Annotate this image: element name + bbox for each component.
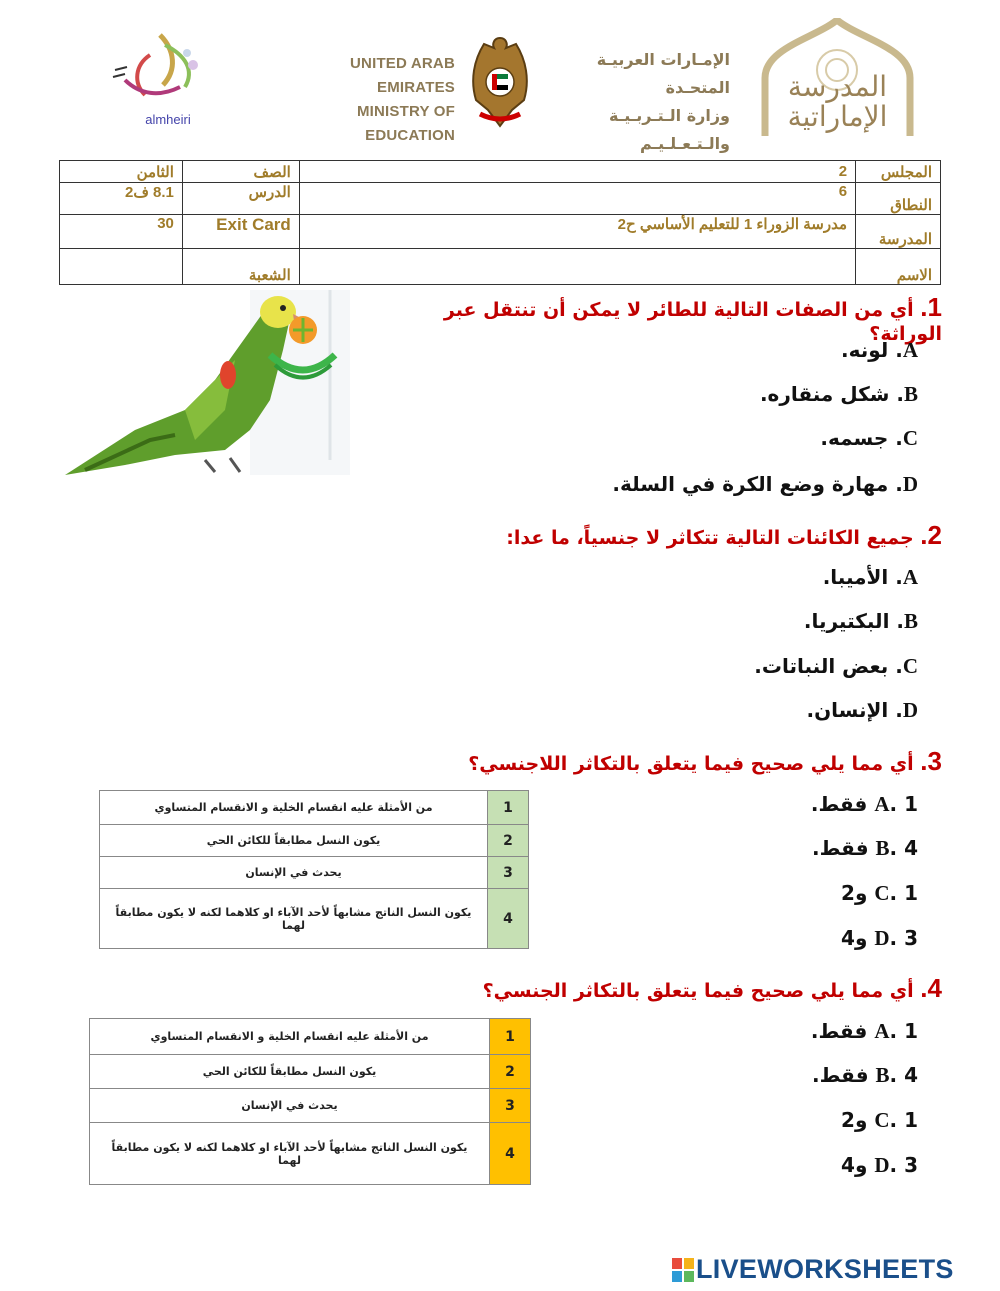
q4-option-c[interactable]: C. 1 و2	[841, 1108, 918, 1132]
statement-text: يكون النسل الناتج مشابهاً لأحد الآباء او كلاهما لكنه لا يكون مطابقاً لهما	[90, 1123, 490, 1185]
option-letter: D	[874, 1153, 890, 1177]
school-value: مدرسة الزوراء 1 للتعليم الأساسي ح2	[299, 215, 855, 249]
option-letter: C	[902, 426, 918, 450]
option-text: 1 و2	[841, 881, 918, 905]
option-text: 1 فقط.	[810, 792, 918, 816]
statement-number: 2	[488, 825, 529, 857]
option-text: الإنسان.	[806, 698, 889, 722]
almheiri-caption: almheiri	[145, 112, 191, 127]
option-letter: C	[902, 654, 918, 678]
question-3-text: أي مما يلي صحيح فيما يتعلق بالتكاثر اللاجنسي؟	[468, 753, 914, 775]
section-field[interactable]	[60, 249, 183, 285]
scope-value: 6	[299, 183, 855, 215]
name-field[interactable]	[299, 249, 855, 285]
statement-text: من الأمثلة عليه انقسام الخلية و الانقسام المتساوي	[90, 1019, 490, 1055]
question-3-number: 3.	[920, 746, 942, 776]
q2-option-a[interactable]: A. الأميبا.	[822, 565, 918, 589]
q4-option-b[interactable]: B. 4 فقط.	[812, 1063, 918, 1087]
option-letter: B	[903, 609, 918, 633]
option-letter: B	[875, 836, 890, 860]
statement-text: يكون النسل الناتج مشابهاً لأحد الآباء او كلاهما لكنه لا يكون مطابقاً لهما	[100, 889, 488, 949]
option-text: الأميبا.	[822, 565, 889, 589]
info-row-council	[60, 161, 941, 183]
statement-text: يحدث في الإنسان	[100, 857, 488, 889]
option-letter: D	[902, 472, 918, 496]
question-2	[382, 520, 942, 551]
option-text: جسمه.	[820, 426, 889, 450]
student-info-table	[59, 160, 941, 285]
council-value: 2	[299, 161, 855, 183]
question-2-number: 2.	[920, 520, 942, 550]
statement-number: 4	[488, 889, 529, 949]
ministry-name-ar	[540, 46, 730, 158]
option-letter: A	[902, 338, 918, 362]
statement-number: 3	[488, 857, 529, 889]
question-4	[382, 973, 942, 1004]
question-3	[382, 746, 942, 777]
liveworksheets-brand: LIVEWORKSHEETS	[696, 1254, 954, 1284]
question-2-text: جميع الكائنات التالية تتكاثر لا جنسياً، ما عدا:	[506, 527, 914, 549]
statement-number: 4	[490, 1123, 531, 1185]
statement-text: من الأمثلة عليه انقسام الخلية و الانقسام المتساوي	[100, 791, 488, 825]
q1-option-d[interactable]: D. مهارة وضع الكرة في السلة.	[612, 472, 918, 496]
table-row	[100, 791, 529, 825]
grade-label: الصف	[182, 161, 299, 183]
option-text: 4 فقط.	[812, 1063, 918, 1087]
statement-number: 1	[488, 791, 529, 825]
option-text: بعض النباتات.	[754, 654, 889, 678]
q1-option-c[interactable]: C. جسمه.	[820, 426, 918, 450]
option-text: البكتيريا.	[803, 609, 890, 633]
emirati-school-logo	[755, 18, 920, 136]
ministry-ar-line2: وزارة الـتـربـيـة والـتـعـلـيـم	[609, 106, 730, 153]
q3-option-b[interactable]: B. 4 فقط.	[812, 836, 918, 860]
table-row	[90, 1019, 531, 1055]
q3-statements-table	[99, 790, 529, 949]
exit-card-value: 30	[60, 215, 183, 249]
grade-value: الثامن	[60, 161, 183, 183]
lesson-label: الدرس	[182, 183, 299, 215]
school-logo-line2: الإماراتية	[787, 100, 888, 133]
table-row	[100, 825, 529, 857]
table-row	[100, 857, 529, 889]
q3-option-d[interactable]: D. 3 و4	[841, 926, 918, 950]
option-text: مهارة وضع الكرة في السلة.	[612, 472, 889, 496]
q3-option-c[interactable]: C. 1 و2	[841, 881, 918, 905]
option-text: 4 فقط.	[812, 836, 918, 860]
q2-option-c[interactable]: C. بعض النباتات.	[754, 654, 918, 678]
option-text: 1 و2	[841, 1108, 918, 1132]
section-label: الشعبة	[182, 249, 299, 285]
school-logo-line1: المدرسة	[787, 70, 888, 103]
option-text: 3 و4	[841, 926, 918, 950]
table-row	[100, 889, 529, 949]
table-row	[90, 1089, 531, 1123]
almheiri-logo	[105, 25, 215, 115]
q3-option-a[interactable]: A. 1 فقط.	[810, 792, 918, 816]
school-label: المدرسة	[856, 215, 941, 249]
ministry-en-line1: UNITED ARAB EMIRATES	[350, 55, 455, 96]
q1-option-b[interactable]: B. شكل منقاره.	[759, 382, 918, 406]
q4-option-a[interactable]: A. 1 فقط.	[810, 1019, 918, 1043]
option-letter: B	[903, 382, 918, 406]
q4-statements-table	[89, 1018, 531, 1185]
parrot-image	[65, 290, 355, 480]
option-text: شكل منقاره.	[759, 382, 890, 406]
option-letter: A	[874, 1019, 890, 1043]
option-letter: C	[874, 1108, 890, 1132]
name-label: الاسم	[856, 249, 941, 285]
option-letter: D	[902, 698, 918, 722]
question-4-text: أي مما يلي صحيح فيما يتعلق بالتكاثر الجنسي؟	[482, 980, 914, 1002]
info-row-scope	[60, 183, 941, 215]
ministry-ar-line1: الإمـارات العربيـة المتحـدة	[596, 50, 730, 97]
statement-number: 3	[490, 1089, 531, 1123]
q1-option-a[interactable]: A. لونه.	[840, 338, 918, 362]
council-label: المجلس	[856, 161, 941, 183]
question-1-text: أي من الصفات التالية للطائر لا يمكن أن تنتقل عبر الوراثة؟	[443, 299, 942, 345]
table-row	[90, 1055, 531, 1089]
question-1-number: 1.	[920, 292, 942, 322]
info-row-school	[60, 215, 941, 249]
q2-option-b[interactable]: B. البكتيريا.	[803, 609, 918, 633]
option-text: 1 فقط.	[810, 1019, 918, 1043]
q4-option-d[interactable]: D. 3 و4	[841, 1153, 918, 1177]
liveworksheets-logo-icon	[672, 1258, 694, 1282]
option-letter: B	[875, 1063, 890, 1087]
option-text: لونه.	[840, 338, 889, 362]
statement-number: 1	[490, 1019, 531, 1055]
info-row-name	[60, 249, 941, 285]
exit-card-label: Exit Card	[182, 215, 299, 249]
option-letter: A	[874, 792, 890, 816]
q2-option-d[interactable]: D. الإنسان.	[806, 698, 918, 722]
option-text: 3 و4	[841, 1153, 918, 1177]
option-letter: A	[902, 565, 918, 589]
statement-number: 2	[490, 1055, 531, 1089]
ministry-en-line2: MINISTRY OF EDUCATION	[356, 103, 455, 144]
statement-text: يحدث في الإنسان	[90, 1089, 490, 1123]
table-row	[90, 1123, 531, 1185]
question-4-number: 4.	[920, 973, 942, 1003]
scope-label: النطاق	[856, 183, 941, 215]
uae-emblem-icon	[464, 30, 536, 130]
lesson-value: 8.1 ف2	[60, 183, 183, 215]
statement-text: يكون النسل مطابقاً للكائن الحي	[90, 1055, 490, 1089]
ministry-name-en	[270, 52, 455, 148]
option-letter: C	[874, 881, 890, 905]
option-letter: D	[874, 926, 890, 950]
statement-text: يكون النسل مطابقاً للكائن الحي	[100, 825, 488, 857]
